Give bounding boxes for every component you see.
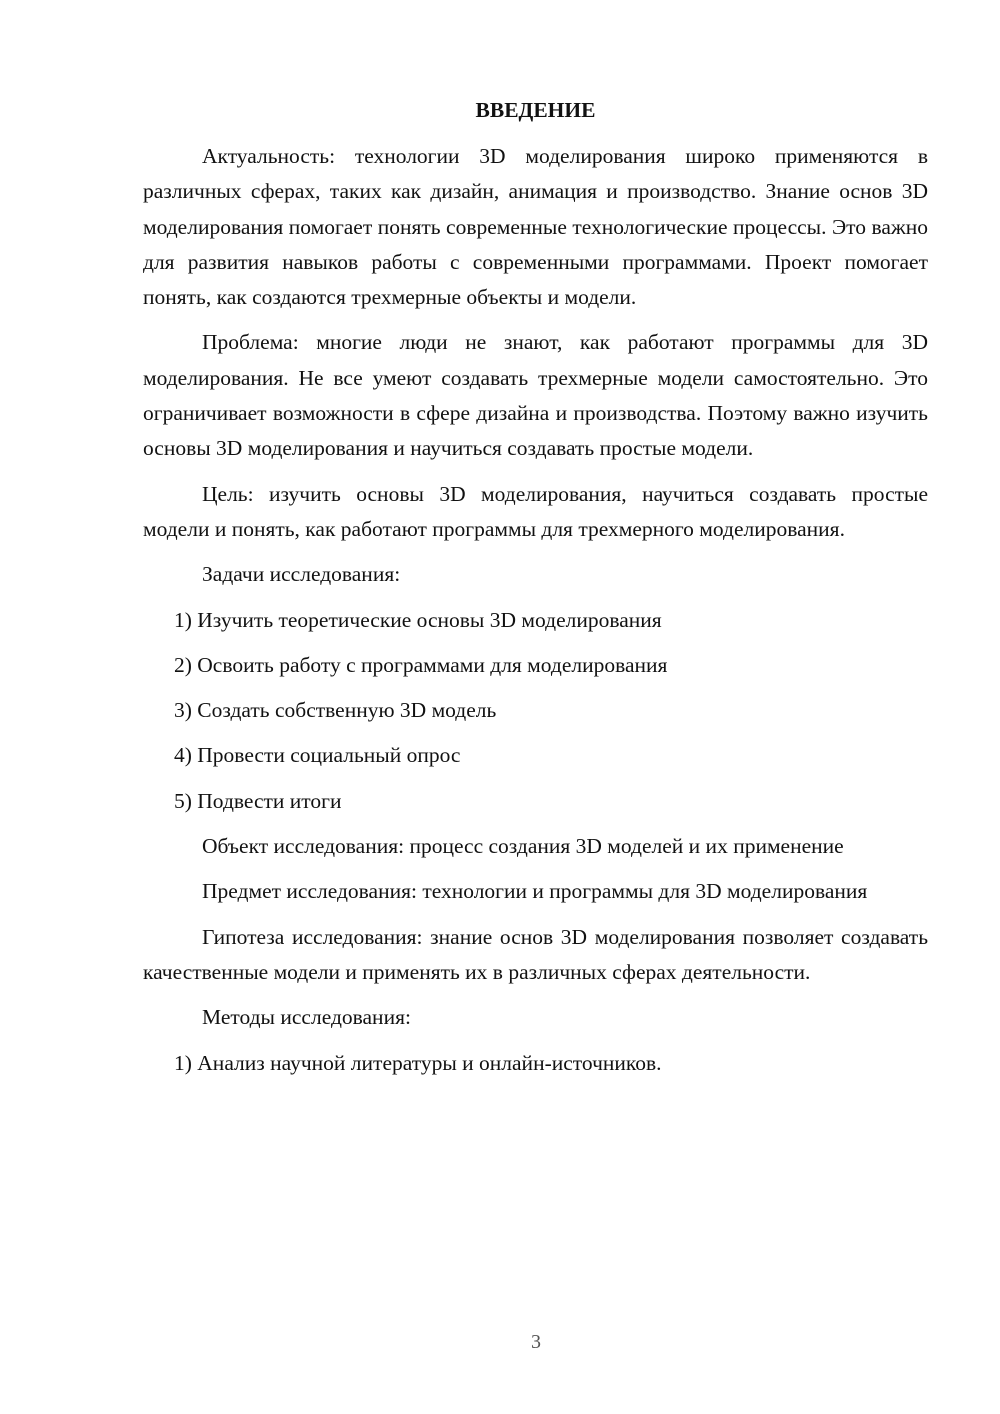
- hypothesis-paragraph: Гипотеза исследования: знание основ 3D моделирования позволяет создавать качественные модели и применять их в различных сферах деятельности.: [143, 924, 928, 984]
- list-item: 3) Создать собственную 3D модель: [174, 698, 497, 723]
- list-item: 1) Анализ научной литературы и онлайн-источников.: [174, 1050, 662, 1075]
- list-item: 5) Подвести итоги: [174, 788, 342, 813]
- page-number: 3: [531, 1331, 541, 1353]
- relevance-paragraph: Актуальность: технологии 3D моделирования широко применяются в различных сферах, таких как дизайн, анимация и производство. Знание основ 3D моделирования помогает понять современные технологические процессы. Это важно для развития навыков работы с современными программами. Проект помогает понять, как создаются трехмерные объекты и модели.: [143, 144, 928, 310]
- goal-paragraph: Цель: изучить основы 3D моделирования, научиться создавать простые модели и понять, как работают программы для трехмерного моделирования.: [143, 481, 928, 541]
- methods-label: Методы исследования:: [202, 1005, 411, 1030]
- tasks-list: [143, 603, 928, 819]
- problem-paragraph: Проблема: многие люди не знают, как работают программы для 3D моделирования. Не все умеют создавать трехмерные модели самостоятельно. Это ограничивает возможности в сфере дизайна и производства. Поэтому важно изучить основы 3D моделирования и научиться создавать простые модели.: [143, 330, 928, 461]
- tasks-label: Задачи исследования:: [202, 562, 401, 587]
- object-paragraph: Объект исследования: процесс создания 3D моделей и их применение: [202, 834, 844, 859]
- page-content: [143, 94, 928, 1091]
- list-item: 4) Провести социальный опрос: [174, 743, 461, 768]
- methods-list: [143, 1046, 928, 1081]
- section-heading: ВВЕДЕНИЕ: [475, 98, 596, 122]
- list-item: 2) Освоить работу с программами для моделирования: [174, 652, 668, 677]
- subject-paragraph: Предмет исследования: технологии и программы для 3D моделирования: [202, 879, 868, 904]
- list-item: 1) Изучить теоретические основы 3D моделирования: [174, 607, 662, 632]
